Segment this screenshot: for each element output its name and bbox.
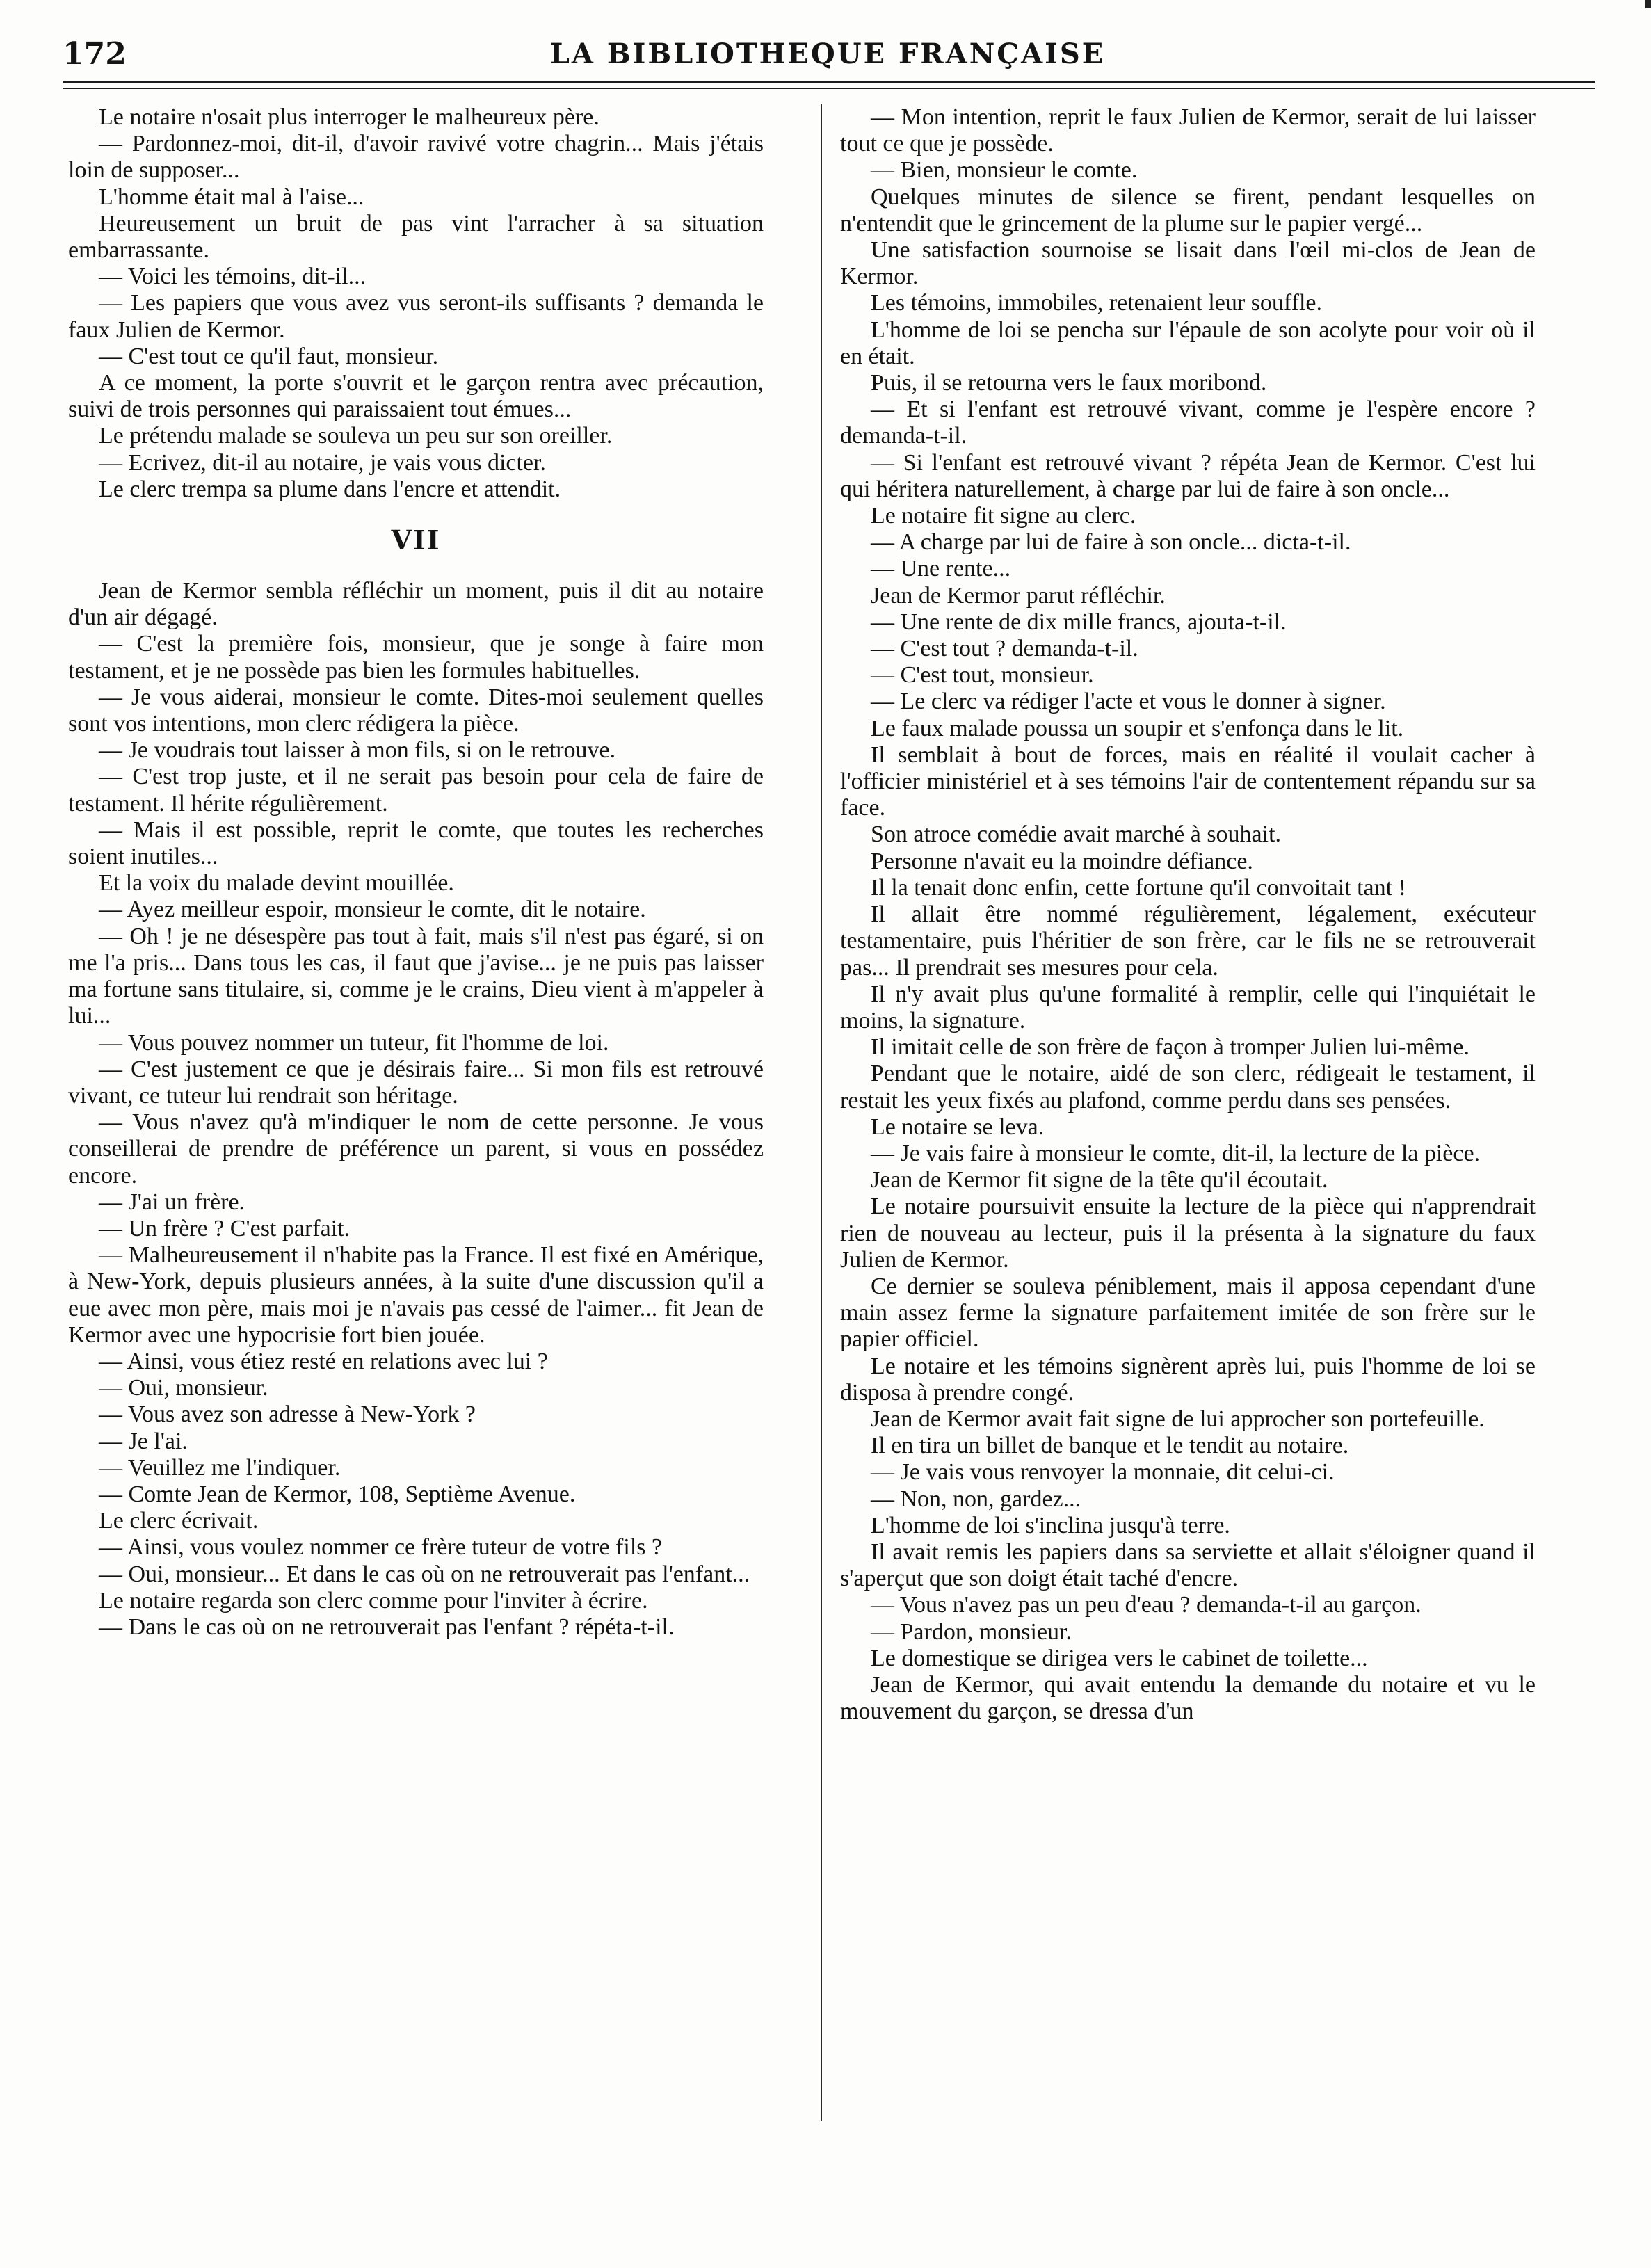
paragraph: Une satisfaction sournoise se lisait dans l'œil mi-clos de Jean de Kermor.	[840, 237, 1536, 290]
paragraph: — Je vais faire à monsieur le comte, dit-il, la lecture de la pièce.	[871, 1140, 1481, 1166]
paragraph: — Non, non, gardez...	[871, 1486, 1081, 1512]
left-column-text-after	[68, 578, 764, 1641]
paragraph: — Veuillez me l'indiquer.	[99, 1454, 341, 1481]
paragraph: Il la tenait donc enfin, cette fortune qu'il convoitait tant !	[871, 874, 1406, 901]
paragraph: Le notaire se leva.	[871, 1113, 1045, 1140]
page-number: 172	[63, 36, 127, 72]
column-divider	[821, 104, 822, 2121]
paragraph: Le notaire n'osait plus interroger le malheureux père.	[99, 104, 599, 130]
paragraph: Jean de Kermor, qui avait entendu la demande du notaire et vu le mouvement du garçon, se dressa d'un	[840, 1671, 1536, 1725]
chapter-heading: VII	[391, 524, 441, 556]
paragraph: Le prétendu malade se souleva un peu sur son oreiller.	[99, 423, 613, 449]
right-column-text	[840, 104, 1536, 1725]
paragraph: — Si l'enfant est retrouvé vivant ? répéta Jean de Kermor. C'est lui qui héritera naturellement, à charge par lui de faire à son oncle...	[840, 449, 1536, 502]
paragraph: — Vous avez son adresse à New-York ?	[99, 1401, 476, 1428]
paragraph: Le clerc écrivait.	[99, 1508, 259, 1534]
paragraph: — Ayez meilleur espoir, monsieur le comte, dit le notaire.	[99, 896, 646, 923]
paragraph: — Je vais vous renvoyer la monnaie, dit celui-ci.	[871, 1459, 1335, 1486]
paragraph: — Vous pouvez nommer un tuteur, fit l'homme de loi.	[99, 1029, 609, 1056]
paragraph: — Les papiers que vous avez vus seront-ils suffisants ? demanda le faux Julien de Kermor.	[68, 290, 764, 343]
paragraph: Le clerc trempa sa plume dans l'encre et attendit.	[99, 476, 561, 502]
paragraph: — Une rente...	[871, 556, 1011, 582]
left-column-text-before	[68, 104, 764, 503]
paragraph: — Un frère ? C'est parfait.	[99, 1215, 351, 1241]
paragraph: Le notaire fit signe au clerc.	[871, 503, 1136, 529]
paragraph: Jean de Kermor sembla réfléchir un moment, puis il dit au notaire d'un air dégagé.	[68, 578, 764, 631]
paragraph: Heureusement un bruit de pas vint l'arracher à sa situation embarrassante.	[68, 210, 764, 264]
header-rule-thin	[63, 88, 1595, 89]
paragraph: Jean de Kermor fit signe de la tête qu'il écoutait.	[871, 1167, 1328, 1193]
paragraph: A ce moment, la porte s'ouvrit et le garçon rentra avec précaution, suivi de trois personnes qui paraissaient tout émues...	[68, 370, 764, 423]
paragraph: — Mon intention, reprit le faux Julien de Kermor, serait de lui laisser tout ce que je possède.	[840, 104, 1536, 157]
paragraph: Le notaire et les témoins signèrent après lui, puis l'homme de loi se disposa à prendre congé.	[840, 1353, 1536, 1406]
paragraph: — Vous n'avez pas un peu d'eau ? demanda-t-il au garçon.	[871, 1592, 1422, 1618]
header-rule-thick	[63, 81, 1595, 83]
paragraph: — Je vous aiderai, monsieur le comte. Dites-moi seulement quelles sont vos intentions, mon clerc rédigera la pièce.	[68, 684, 764, 737]
paragraph: — Voici les témoins, dit-il...	[99, 264, 367, 290]
running-title: LA BIBLIOTHEQUE FRANÇAISE	[549, 38, 1106, 70]
paragraph: — Oui, monsieur.	[99, 1375, 268, 1401]
paragraph: Le faux malade poussa un soupir et s'enfonça dans le lit.	[871, 715, 1404, 741]
paragraph: Son atroce comédie avait marché à souhait.	[871, 821, 1282, 848]
paragraph: — C'est tout, monsieur.	[871, 662, 1094, 689]
paragraph: Le domestique se dirigea vers le cabinet de toilette...	[871, 1645, 1368, 1671]
paragraph: — Je l'ai.	[99, 1428, 188, 1454]
paragraph: L'homme de loi se pencha sur l'épaule de son acolyte pour voir où il en était.	[840, 316, 1536, 369]
paragraph: — J'ai un frère.	[99, 1189, 245, 1215]
paragraph: — Le clerc va rédiger l'acte et vous le donner à signer.	[871, 689, 1386, 715]
paragraph: — C'est trop juste, et il ne serait pas besoin pour cela de faire de testament. Il hérite régulièrement.	[68, 764, 764, 817]
left-column	[68, 104, 764, 2219]
paragraph: — A charge par lui de faire à son oncle... dicta-t-il.	[871, 529, 1351, 556]
paragraph: Personne n'avait eu la moindre défiance.	[871, 848, 1253, 874]
paragraph: Les témoins, immobiles, retenaient leur souffle.	[871, 290, 1322, 316]
paragraph: Il allait être nommé régulièrement, légalement, exécuteur testamentaire, puis l'héritier de son frère, car le fils ne se retrouverait pas... Il prendrait ses mesures pour cela.	[840, 901, 1536, 981]
paragraph: — Ainsi, vous voulez nommer ce frère tuteur de votre fils ?	[99, 1534, 663, 1561]
paragraph: Pendant que le notaire, aidé de son clerc, rédigeait le testament, il restait les yeux fixés au plafond, comme perdu dans ses pensées.	[840, 1061, 1536, 1113]
paragraph: — Comte Jean de Kermor, 108, Septième Avenue.	[99, 1481, 576, 1507]
paragraph: — Une rente de dix mille francs, ajouta-t-il.	[871, 609, 1287, 635]
paragraph: — Oui, monsieur... Et dans le cas où on ne retrouverait pas l'enfant...	[99, 1561, 750, 1587]
paragraph: Il semblait à bout de forces, mais en réalité il voulait cacher à l'officier ministériel et à ses témoins l'air de contentement répandu sur sa face.	[840, 741, 1536, 821]
paragraph: — Malheureusement il n'habite pas la France. Il est fixé en Amérique, à New-York, depuis plusieurs années, à la suite d'une discussion qu'il a eue avec mon père, mais moi je n'avais pas cessé de l'aimer... fit Jean de Kermor avec une hypocrisie fort bien jouée.	[68, 1242, 764, 1348]
page-header	[63, 35, 1593, 74]
paragraph: Jean de Kermor avait fait signe de lui approcher son portefeuille.	[871, 1406, 1485, 1432]
paragraph: — Je voudrais tout laisser à mon fils, si on le retrouve.	[99, 737, 616, 764]
paragraph: L'homme était mal à l'aise...	[99, 184, 364, 210]
paragraph: Le notaire poursuivit ensuite la lecture de la pièce qui n'apprendrait rien de nouveau au lecteur, puis il la présenta à la signature du faux Julien de Kermor.	[840, 1193, 1536, 1273]
paragraph: — C'est justement ce que je désirais faire... Si mon fils est retrouvé vivant, ce tuteur lui rendrait son héritage.	[68, 1056, 764, 1109]
paragraph: Jean de Kermor parut réfléchir.	[871, 582, 1166, 609]
paragraph: Il imitait celle de son frère de façon à tromper Julien lui-même.	[871, 1034, 1469, 1061]
paragraph: Il avait remis les papiers dans sa serviette et allait s'éloigner quand il s'aperçut que son doigt était taché d'encre.	[840, 1538, 1536, 1592]
paragraph: — Pardonnez-moi, dit-il, d'avoir ravivé votre chagrin... Mais j'étais loin de supposer...	[68, 131, 764, 184]
paragraph: Le notaire regarda son clerc comme pour l'inviter à écrire.	[99, 1587, 648, 1614]
paragraph: Ce dernier se souleva péniblement, mais il apposa cependant d'une main assez ferme la signature parfaitement imitée de son frère sur le papier officiel.	[840, 1273, 1536, 1353]
paragraph: — C'est tout ? demanda-t-il.	[871, 636, 1138, 662]
paragraph: L'homme de loi s'inclina jusqu'à terre.	[871, 1512, 1230, 1538]
paragraph: Et la voix du malade devint mouillée.	[99, 870, 454, 896]
paragraph: — C'est tout ce qu'il faut, monsieur.	[99, 343, 439, 369]
paragraph: — Pardon, monsieur.	[871, 1618, 1072, 1645]
paragraph: — Dans le cas où on ne retrouverait pas l'enfant ? répéta-t-il.	[99, 1614, 675, 1640]
paragraph: Il en tira un billet de banque et le tendit au notaire.	[871, 1433, 1349, 1459]
paragraph: — Ainsi, vous étiez resté en relations avec lui ?	[99, 1348, 548, 1374]
paragraph: — C'est la première fois, monsieur, que je songe à faire mon testament, et je ne possède pas bien les formules habituelles.	[68, 631, 764, 684]
paragraph: — Oh ! je ne désespère pas tout à fait, mais s'il n'est pas égaré, si on me l'a pris... Dans tous les cas, il faut que j'avise... je ne puis pas laisser ma fortune sans titulaire, si, comme je le crains, Dieu vient à m'appeler à lui...	[68, 923, 764, 1029]
paragraph: Puis, il se retourna vers le faux moribond.	[871, 370, 1267, 396]
edge-mark	[1645, 0, 1651, 8]
paragraph: Il n'y avait plus qu'une formalité à remplir, celle qui l'inquiétait le moins, la signature.	[840, 981, 1536, 1034]
paragraph: — Mais il est possible, reprit le comte, que toutes les recherches soient inutiles...	[68, 817, 764, 870]
paragraph: — Bien, monsieur le comte.	[871, 157, 1138, 184]
paragraph: Quelques minutes de silence se firent, pendant lesquelles on n'entendit que le grincement de la plume sur le papier vergé...	[840, 184, 1536, 236]
paragraph: — Ecrivez, dit-il au notaire, je vais vous dicter.	[99, 449, 546, 476]
paragraph: — Et si l'enfant est retrouvé vivant, comme je l'espère encore ? demanda-t-il.	[840, 396, 1536, 449]
right-column	[840, 104, 1536, 2219]
paragraph: — Vous n'avez qu'à m'indiquer le nom de cette personne. Je vous conseillerai de prendre de préférence un parent, si vous en possédez encore.	[68, 1109, 764, 1189]
